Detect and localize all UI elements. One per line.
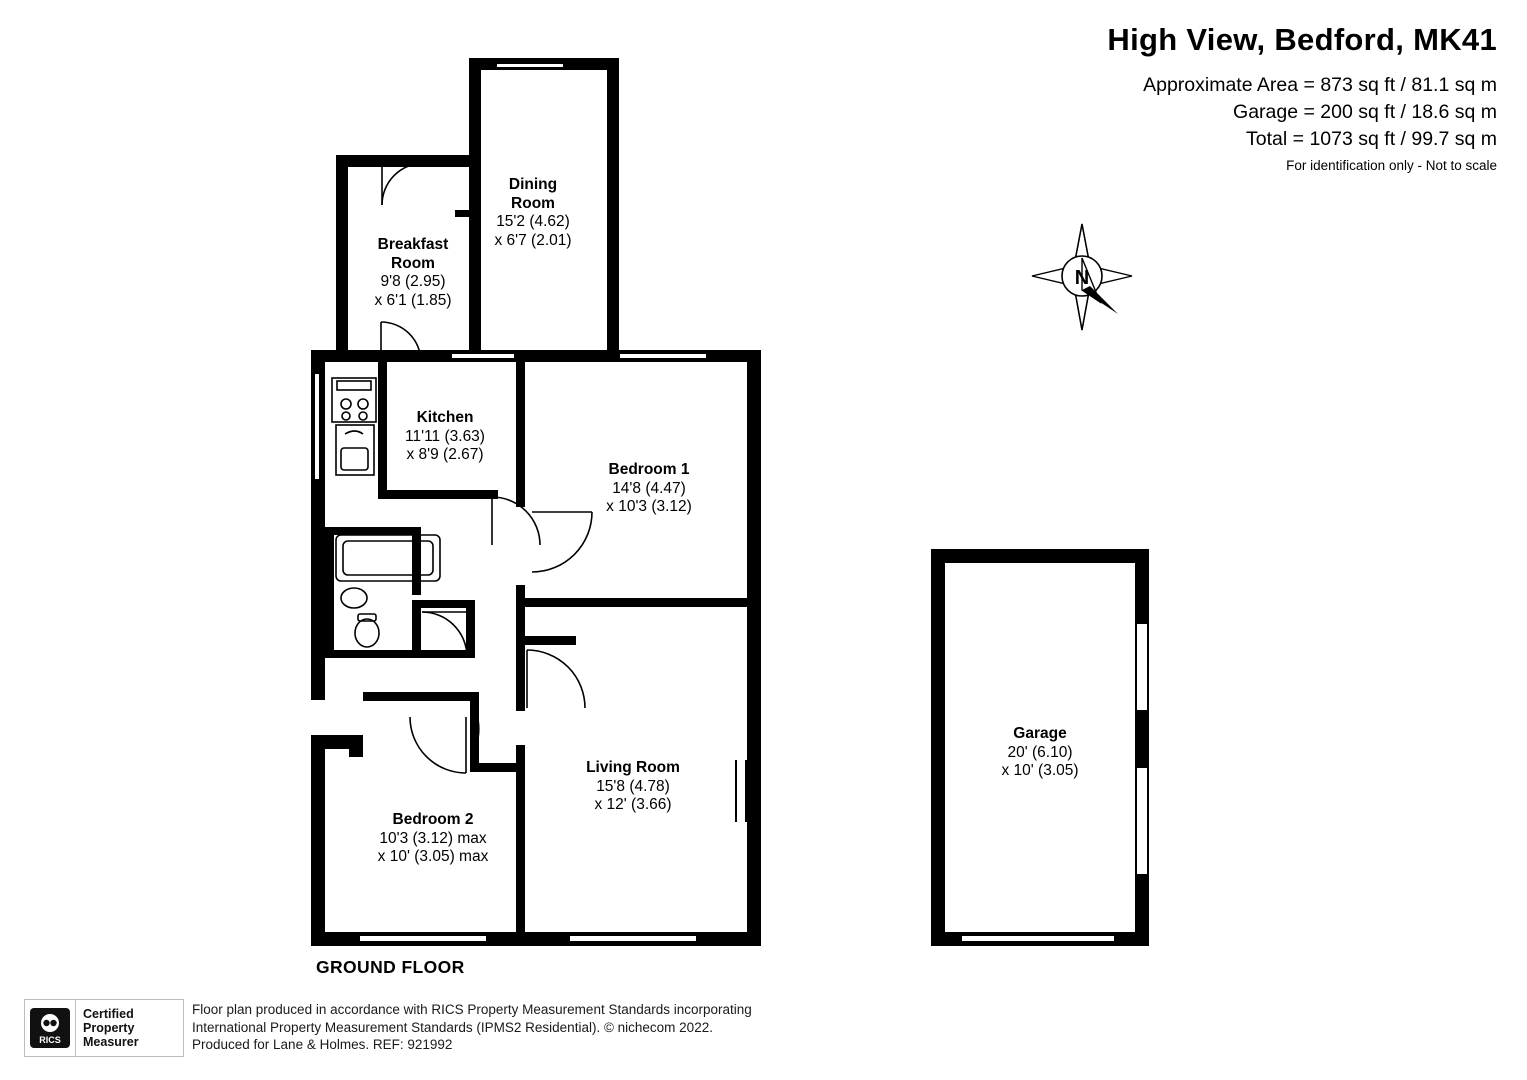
wall-main-left-mid <box>311 490 325 670</box>
disclaimer-text: For identification only - Not to scale <box>1286 158 1497 173</box>
room-label-breakfast <box>310 236 516 310</box>
wall-bedroom1-bottom <box>516 598 751 607</box>
window-dining-top <box>497 62 563 69</box>
wall-wc-bottom <box>325 650 475 658</box>
room-name-garage: Garage <box>1013 725 1067 742</box>
room-dim-bedroom1-1: 14'8 (4.47) <box>612 479 686 497</box>
area-line-garage: Garage = 200 sq ft / 18.6 sq m <box>1233 101 1497 123</box>
area-line-approximate: Approximate Area = 873 sq ft / 81.1 sq m <box>1143 74 1497 96</box>
wall-garage-right-1 <box>1135 549 1149 629</box>
room-dim-dining-1: 15'2 (4.62) <box>496 213 570 230</box>
area-line-total: Total = 1073 sq ft / 99.7 sq m <box>1246 128 1497 150</box>
room-dim-breakfast-1: 9'8 (2.95) <box>380 273 446 290</box>
room-name-dining-line1: Dining <box>508 176 558 193</box>
room-label-living <box>530 759 736 815</box>
rics-badge-text <box>76 1007 139 1049</box>
window-living-right <box>735 760 747 822</box>
room-name-kitchen: Kitchen <box>416 409 474 426</box>
window-kitchen-left <box>313 374 321 479</box>
room-dim-living-2: x 12' (3.66) <box>594 796 672 813</box>
room-dim-garage-1: 20' (6.10) <box>1007 743 1073 761</box>
wall-garage-top <box>931 549 1149 563</box>
room-dim-garage-2: x 10' (3.05) <box>1001 762 1079 779</box>
compass-north-label: N <box>1074 267 1090 289</box>
room-label-kitchen <box>342 409 548 465</box>
window-bedroom1-top <box>620 352 706 360</box>
rics-mark-text: RICS <box>39 1035 61 1045</box>
wall-bedroom1-left-lower <box>516 585 525 643</box>
room-name-dining-line2: Room <box>511 194 555 212</box>
room-label-bedroom1 <box>546 461 752 517</box>
room-name-breakfast-line1: Breakfast <box>377 236 449 253</box>
wall-main-left-bottom <box>311 735 325 945</box>
room-dim-bedroom2-2: x 10' (3.05) max <box>377 848 489 865</box>
wall-living-top <box>516 636 576 645</box>
room-dim-bedroom1-2: x 10'3 (3.12) <box>606 498 692 515</box>
footer-line-2: International Property Measurement Standards (IPMS2 Residential). © nichecom 2022. <box>192 1019 713 1035</box>
wall-breakfast-top <box>336 155 481 167</box>
area-summary <box>1143 72 1497 153</box>
wall-bedroom2-step-side <box>349 735 363 757</box>
rics-certification-badge <box>24 999 184 1057</box>
wall-kitchen-hall-horizontal <box>378 490 498 499</box>
wall-hall-bottom <box>470 763 520 772</box>
footer-line-3: Produced for Lane & Holmes. REF: 921992 <box>192 1037 453 1052</box>
wc-icon <box>358 614 376 621</box>
wall-hall-bedroom2-vertical <box>470 692 479 772</box>
rics-line-1: Certified <box>83 1007 134 1021</box>
floor-label: GROUND FLOOR <box>316 957 465 977</box>
wall-bathroom-right-upper <box>412 527 421 595</box>
compass-rose <box>1030 222 1135 332</box>
room-label-garage <box>934 725 1146 781</box>
window-kitchen-top <box>452 352 514 360</box>
wall-main-left-lower <box>311 660 325 700</box>
wall-bedroom2-top <box>363 692 478 701</box>
wall-wc-right <box>412 600 421 655</box>
room-name-living: Living Room <box>586 759 680 776</box>
room-dim-bedroom2-1: 10'3 (3.12) max <box>379 829 487 847</box>
wall-hall-right-lower <box>466 600 475 658</box>
window-garage-lower <box>1135 768 1149 878</box>
page-title: High View, Bedford, MK41 <box>1107 22 1497 57</box>
room-label-bedroom2 <box>330 811 536 867</box>
room-name-bedroom1: Bedroom 1 <box>608 461 690 478</box>
window-bedroom2-bottom <box>360 934 486 943</box>
rics-line-3: Measurer <box>83 1035 139 1049</box>
window-living-bottom <box>570 934 696 943</box>
wall-bathroom-top <box>325 527 420 535</box>
rics-line-2: Property <box>83 1021 135 1035</box>
room-dim-breakfast-2: x 6'1 (1.85) <box>374 291 452 309</box>
footer-disclaimer <box>192 1001 752 1054</box>
window-garage-upper <box>1135 624 1149 714</box>
room-dim-dining-2: x 6'7 (2.01) <box>494 231 572 249</box>
wall-wc-top <box>412 600 474 608</box>
room-dim-kitchen-1: 11'11 (3.63) <box>405 427 485 445</box>
wall-main-right <box>747 350 761 946</box>
garage-door <box>962 934 1114 943</box>
bath-icon <box>336 535 440 581</box>
room-name-breakfast-line2: Room <box>391 254 435 272</box>
wall-bathroom-left <box>325 527 334 657</box>
room-dim-living-1: 15'8 (4.78) <box>596 777 670 795</box>
rics-logo-icon <box>25 1000 76 1056</box>
room-name-bedroom2: Bedroom 2 <box>392 811 474 828</box>
basin-icon <box>341 588 367 608</box>
room-dim-kitchen-2: x 8'9 (2.67) <box>406 446 484 463</box>
footer-line-1: Floor plan produced in accordance with RICS Property Measurement Standards incorporating <box>192 1002 752 1017</box>
wall-living-left-upper <box>516 636 525 711</box>
